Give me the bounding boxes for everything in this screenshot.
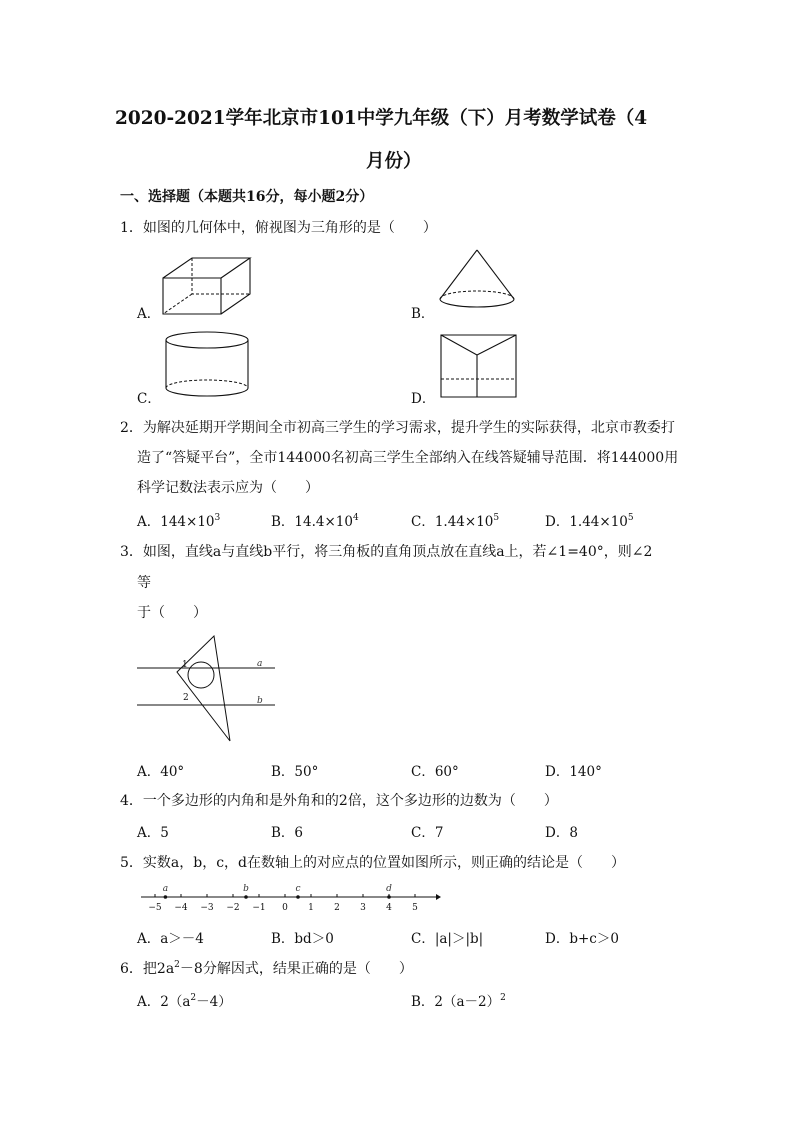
parallel-lines-triangle-figure bbox=[137, 630, 282, 745]
q3-option-b: B．50° bbox=[271, 764, 319, 780]
question-3-line2: 等 bbox=[137, 575, 151, 591]
label-angle-2: 2 bbox=[183, 693, 189, 703]
point-d bbox=[387, 895, 391, 899]
axis-tick-label: −4 bbox=[174, 903, 188, 913]
q1-option-a-label: A． bbox=[137, 306, 161, 322]
axis-tick-label: 0 bbox=[282, 903, 288, 913]
point-b bbox=[244, 895, 248, 899]
point-a bbox=[164, 895, 168, 899]
axis-tick-label: 2 bbox=[334, 903, 340, 913]
q2-option-a bbox=[137, 510, 220, 530]
question-2-line3: 科学记数法表示应为（ ） bbox=[137, 480, 319, 496]
q4-option-b: B．6 bbox=[271, 825, 304, 841]
q6-option-a-pre: A．2（a bbox=[137, 994, 191, 1010]
label-line-a: a bbox=[257, 659, 263, 669]
axis-tick-label: 1 bbox=[308, 903, 314, 913]
q4-option-a: A．5 bbox=[137, 825, 169, 841]
axis-tick-label: −2 bbox=[226, 903, 240, 913]
q2-option-a-text: A．144×10 bbox=[137, 514, 215, 530]
question-3-line1: 3．如图，直线a与直线b平行，将三角板的直角顶点放在直线a上，若∠1=40°，则∠2 bbox=[120, 544, 653, 560]
section-heading: 一、选择题（本题共16分，每小题2分） bbox=[120, 189, 374, 205]
q3-option-c: C．60° bbox=[411, 764, 459, 780]
q2-option-b bbox=[271, 510, 359, 530]
q3-option-d: D．140° bbox=[545, 764, 602, 780]
triangular-prism-figure bbox=[437, 331, 519, 401]
q2-option-d-exponent: 5 bbox=[627, 513, 634, 523]
q1-option-c-label: C． bbox=[137, 391, 161, 407]
question-2-line1: 2．为解决延期开学期间全市初高三学生的学习需求，提升学生的实际获得，北京市教委打 bbox=[120, 420, 675, 436]
q2-option-c-text: C．1.44×10 bbox=[411, 514, 494, 530]
question-1-stem: 1．如图的几何体中，俯视图为三角形的是（ ） bbox=[120, 220, 437, 236]
q2-option-b-text: B．14.4×10 bbox=[271, 514, 353, 530]
q4-option-c: C．7 bbox=[411, 825, 444, 841]
q6-stem-pre: 6．把2a bbox=[120, 961, 175, 977]
q6-option-b-exponent: 2 bbox=[500, 993, 506, 1003]
q6-option-b-pre: B．2（a－2） bbox=[411, 994, 501, 1010]
cuboid-figure bbox=[162, 254, 258, 318]
q5-option-d: D．b+c＞0 bbox=[545, 931, 619, 947]
q6-option-b bbox=[411, 990, 506, 1010]
question-5-stem: 5．实数a，b，c，d在数轴上的对应点的位置如图所示，则正确的结论是（ ） bbox=[120, 855, 626, 871]
q2-option-c-exponent: 5 bbox=[493, 513, 500, 523]
q1-option-d-label: D． bbox=[411, 391, 436, 407]
q2-option-d-text: D．1.44×10 bbox=[545, 514, 628, 530]
label-angle-1: 1 bbox=[182, 660, 188, 670]
question-2-line2: 造了“答疑平台”，全市144000名初高三学生全部纳入在线答疑辅导范围．将144000用 bbox=[137, 450, 679, 466]
q6-stem-post: －8分解因式，结果正确的是（ ） bbox=[179, 961, 413, 977]
axis-tick-label: 3 bbox=[360, 903, 366, 913]
cone-figure bbox=[437, 248, 517, 314]
number-line-figure bbox=[138, 882, 443, 912]
axis-tick-label: −5 bbox=[148, 903, 162, 913]
point-label-b: b bbox=[243, 884, 249, 894]
point-label-c: c bbox=[295, 884, 301, 894]
point-c bbox=[296, 895, 300, 899]
axis-tick-label: −1 bbox=[252, 903, 266, 913]
axis-tick-label: −3 bbox=[200, 903, 214, 913]
q5-option-b: B．bd＞0 bbox=[271, 931, 334, 947]
axis-arrow-icon bbox=[436, 894, 441, 900]
cylinder-figure bbox=[164, 330, 250, 400]
q2-option-b-exponent: 4 bbox=[352, 513, 359, 523]
q6-option-a bbox=[137, 990, 232, 1010]
question-6-stem bbox=[120, 958, 413, 978]
q2-option-d bbox=[545, 510, 634, 530]
q6-option-a-post: －4） bbox=[196, 994, 232, 1010]
question-4-stem: 4．一个多边形的内角和是外角和的2倍，这个多边形的边数为（ ） bbox=[120, 793, 558, 809]
q6-stem-exponent: 2 bbox=[174, 960, 180, 970]
q6-option-a-exponent: 2 bbox=[190, 993, 197, 1003]
q3-option-a: A．40° bbox=[137, 764, 185, 780]
q5-option-c: C．|a|＞|b| bbox=[411, 931, 484, 947]
axis-tick-label: 4 bbox=[386, 903, 392, 913]
axis-tick-label: 5 bbox=[412, 903, 418, 913]
q1-option-b-label: B． bbox=[411, 306, 435, 322]
q2-option-c bbox=[411, 510, 499, 530]
point-label-d: d bbox=[386, 884, 392, 894]
q4-option-d: D．8 bbox=[545, 825, 578, 841]
q5-option-a: A．a＞－4 bbox=[137, 931, 204, 947]
q2-option-a-exponent: 3 bbox=[214, 513, 221, 523]
question-3-line3: 于（ ） bbox=[137, 605, 207, 621]
point-label-a: a bbox=[162, 884, 169, 894]
page-title-line2: 月份） bbox=[366, 151, 422, 172]
label-line-b: b bbox=[257, 696, 263, 706]
page-title-line1: 2020-2021学年北京市101中学九年级（下）月考数学试卷（4 bbox=[115, 108, 648, 129]
